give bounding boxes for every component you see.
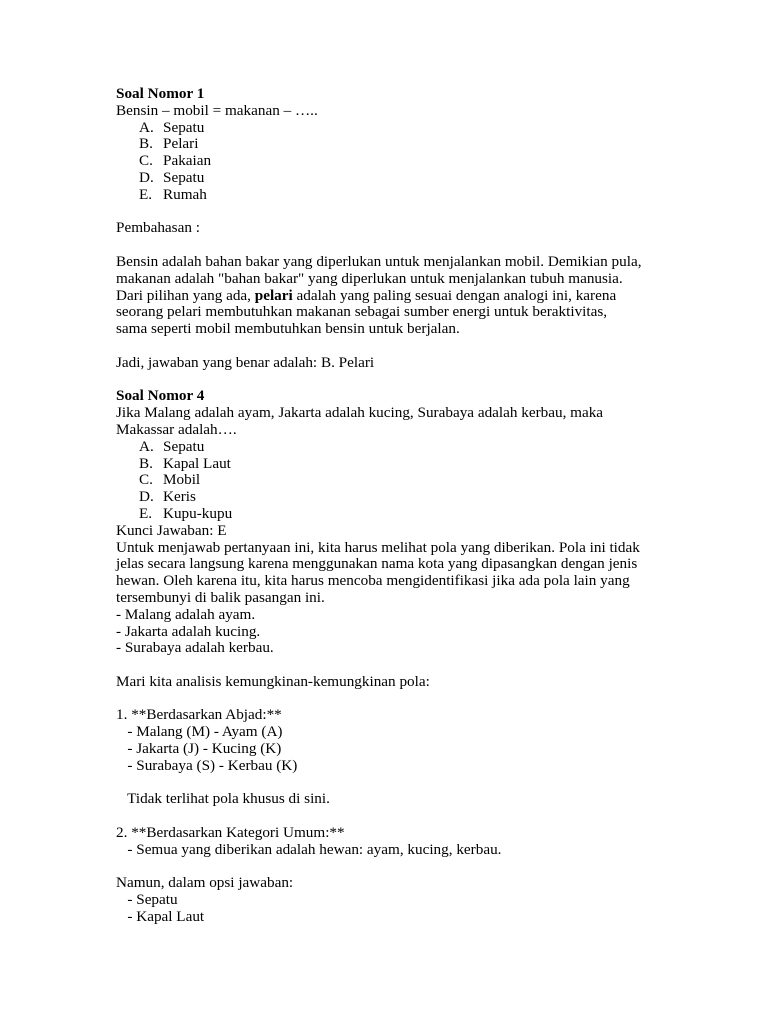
q4-options-list-item: - Kapal Laut [116,908,205,926]
option-letter: A. [139,437,154,455]
option-letter: C. [139,152,153,170]
q4-point2-title: 2. **Berdasarkan Kategori Umum:** [116,824,345,842]
option-letter: B. [139,454,153,472]
q4-point1-item: - Malang (M) - Ayam (A) [116,723,283,741]
q4-option-d [116,489,676,506]
option-text: Mobil [163,471,201,489]
option-letter: D. [139,488,154,506]
option-text: Sepatu [163,437,205,455]
q1-explanation-line: makanan adalah "bahan bakar" yang diperlukan untuk menjalankan tubuh manusia. [116,269,623,287]
q1-title: Soal Nomor 1 [116,85,205,102]
q4-explanation-line: jelas secara langsung karena menggunakan nama kota yang dipasangkan dengan jenis [116,555,638,573]
option-text: Kupu-kupu [163,504,233,522]
option-letter: E. [139,185,153,203]
q4-explanation [116,540,676,658]
q1-option-b [116,136,676,153]
q1-question: Bensin – mobil = makanan – ….. [116,101,318,119]
q1-options [116,120,676,204]
q1-option-e [116,187,676,204]
q1-explanation [116,254,676,338]
text-run: Dari pilihan yang ada, [116,286,255,304]
q1-explanation-line [116,288,676,305]
q4-options-list-item: - Sepatu [116,891,178,909]
q1-explanation-line: seorang pelari membutuhkan makanan sebagai sumber energi untuk beraktivitas, [116,303,608,321]
q1-discussion-label: Pembahasan : [116,219,200,237]
q4-point1-item: - Jakarta (J) - Kucing (K) [116,740,282,758]
q4-explanation-line: - Malang adalah ayam. [116,605,256,623]
q4-point1-note: Tidak terlihat pola khusus di sini. [116,790,330,808]
option-letter: B. [139,135,153,153]
option-text: Kapal Laut [163,454,231,472]
q4-point2-item: - Semua yang diberikan adalah hewan: ayam, kucing, kerbau. [116,840,502,858]
option-text: Pelari [163,135,199,153]
option-text: Sepatu [163,168,205,186]
q4-title: Soal Nomor 4 [116,387,205,405]
q4-option-b [116,456,676,473]
q4-explanation-line: hewan. Oleh karena itu, kita harus mencoba mengidentifikasi jika ada pola lain yang [116,572,630,590]
option-letter: E. [139,504,153,522]
q4-analysis-intro: Mari kita analisis kemungkinan-kemungkinan pola: [116,672,430,690]
q4-option-a [116,439,676,456]
q4-answer-key: Kunci Jawaban: E [116,521,227,539]
option-letter: D. [139,168,154,186]
option-text: Keris [163,488,196,506]
q1-answer: Jadi, jawaban yang benar adalah: B. Pelari [116,353,375,371]
q1-option-d [116,170,676,187]
q1-explanation-line: Bensin adalah bahan bakar yang diperlukan untuk menjalankan mobil. Demikian pula, [116,252,642,270]
q1-explanation-line: sama seperti mobil membutuhkan bensin untuk berjalan. [116,320,460,338]
q4-question-line: Jika Malang adalah ayam, Jakarta adalah kucing, Surabaya adalah kerbau, maka [116,404,604,422]
q1-option-a [116,120,676,137]
q4-options-intro: Namun, dalam opsi jawaban: [116,874,294,892]
q4-option-e [116,506,676,523]
q4-explanation-line: - Surabaya adalah kerbau. [116,639,274,657]
q4-question-line: Makassar adalah…. [116,420,237,438]
option-text: Sepatu [163,118,205,136]
option-text: Pakaian [163,152,212,170]
q1-option-c [116,153,676,170]
bold-text-run: pelari [254,286,293,304]
document-page [116,86,676,926]
q4-options [116,439,676,523]
q4-explanation-line: Untuk menjawab pertanyaan ini, kita harus melihat pola yang diberikan. Pola ini tidak [116,538,640,556]
option-letter: C. [139,471,153,489]
q4-explanation-line: - Jakarta adalah kucing. [116,622,261,640]
text-run: adalah yang paling sesuai dengan analogi ini, karena [292,286,617,304]
q4-point1-item: - Surabaya (S) - Kerbau (K) [116,756,298,774]
q4-option-c [116,472,676,489]
q4-explanation-line: tersembunyi di balik pasangan ini. [116,588,325,606]
option-text: Rumah [163,185,207,203]
q4-point1-title: 1. **Berdasarkan Abjad:** [116,706,282,724]
option-letter: A. [139,118,154,136]
